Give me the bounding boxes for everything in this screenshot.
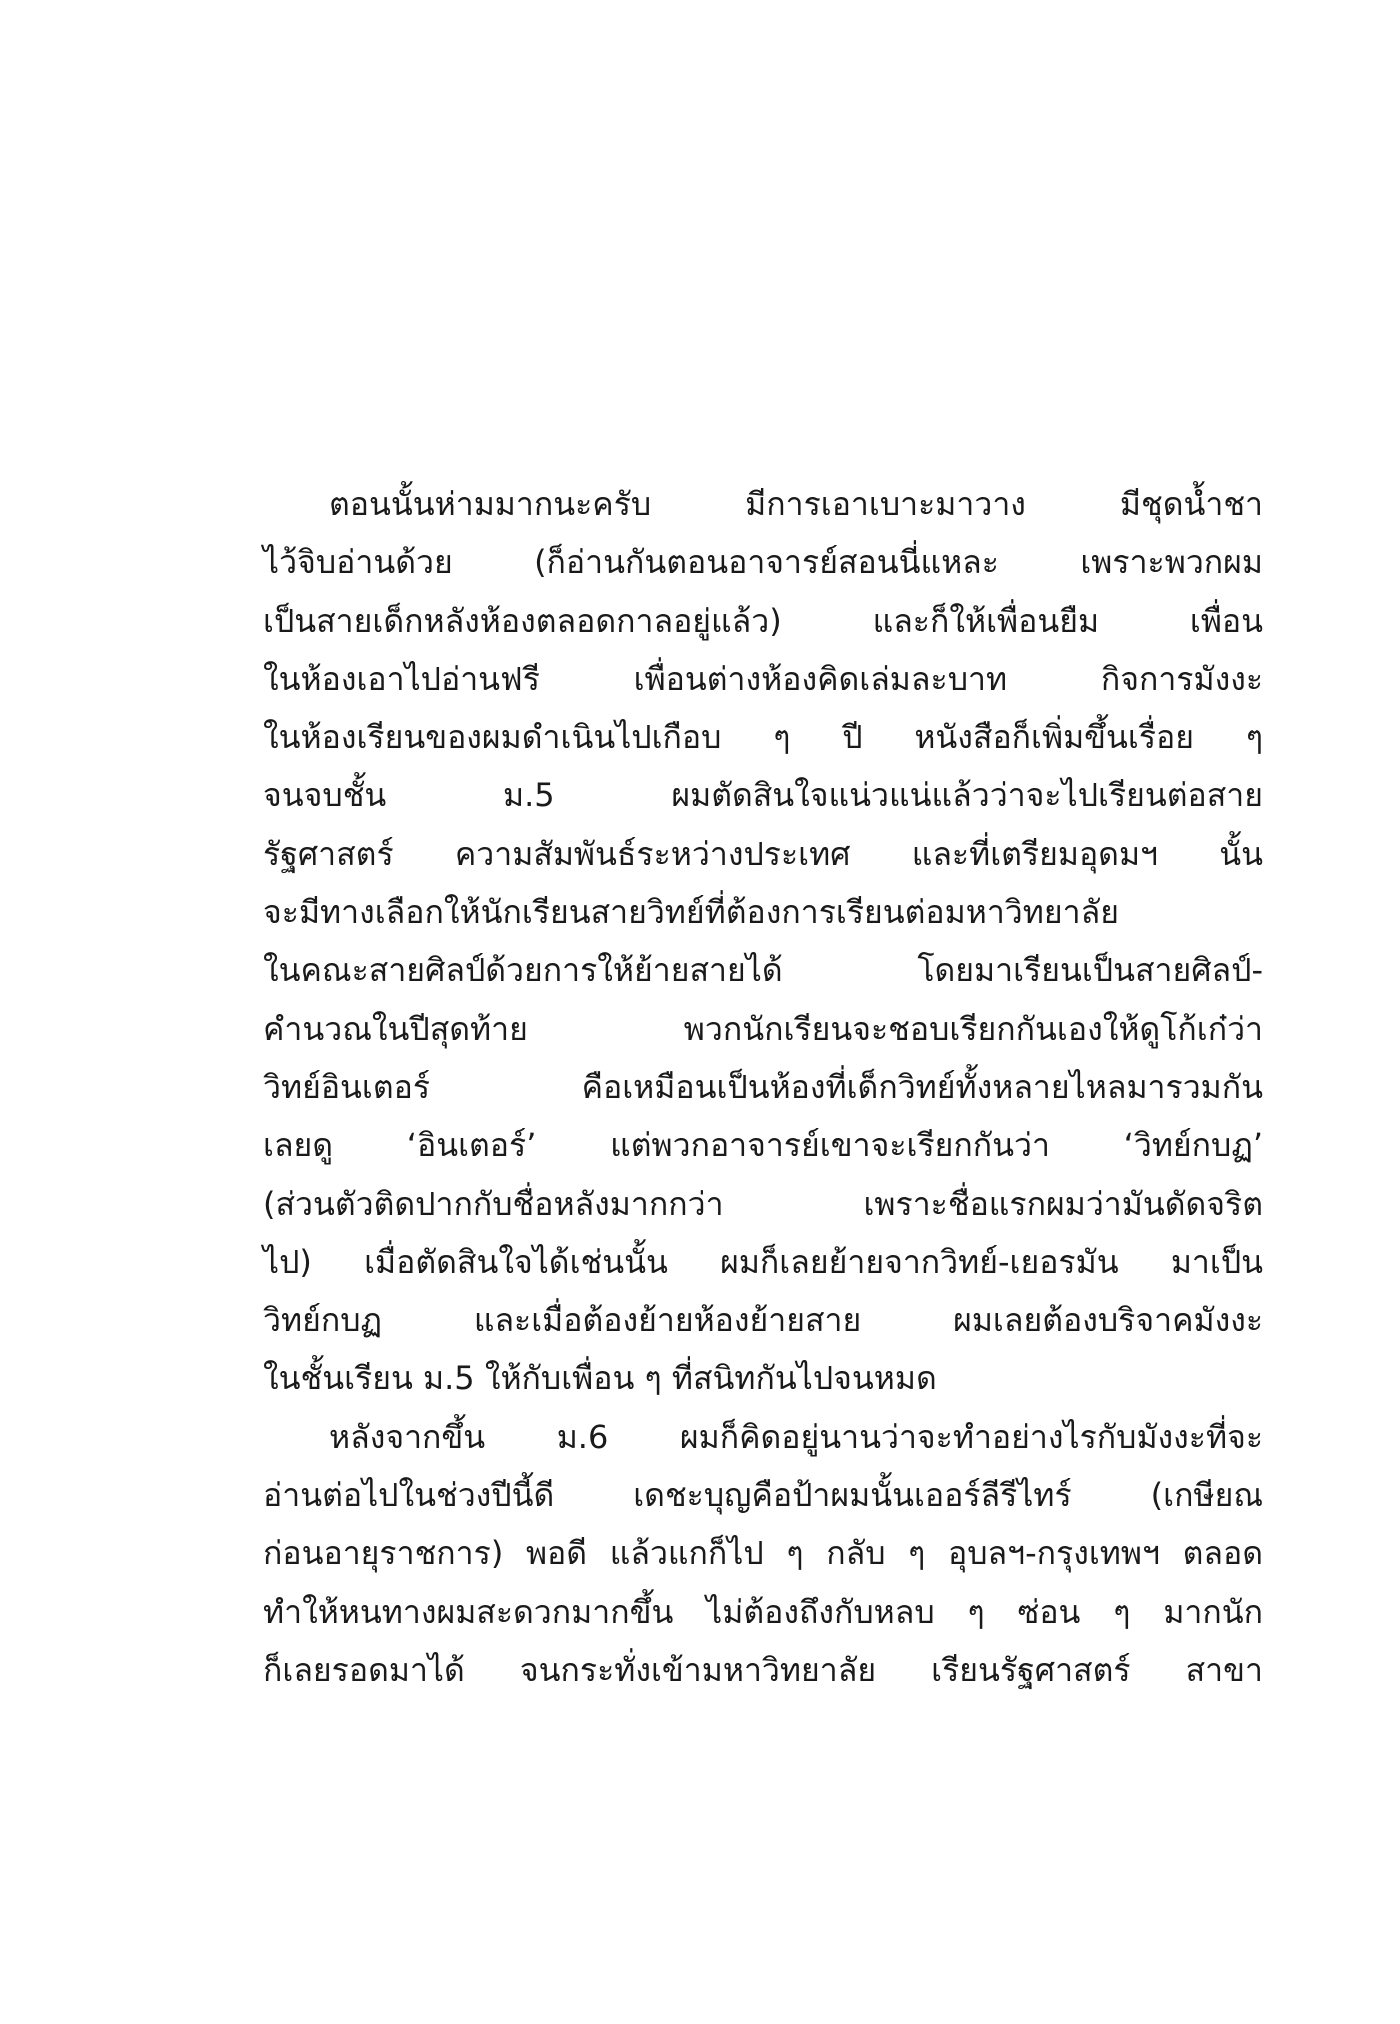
text-line: ก็เลยรอดมาได้ จนกระทั่งเข้ามหาวิทยาลัย เรียนรัฐศาสตร์ สาขา bbox=[263, 1650, 1263, 1689]
text-line: ในคณะสายศิลป์ด้วยการให้ย้ายสายได้ โดยมาเรียนเป็นสายศิลป์- bbox=[263, 951, 1263, 990]
text-line: ไป) เมื่อตัดสินใจได้เช่นนั้น ผมก็เลยย้ายจากวิทย์-เยอรมัน มาเป็น bbox=[263, 1242, 1263, 1281]
text-line: ในห้องเรียนของผมดำเนินไปเกือบ ๆ ปี หนังสือก็เพิ่มขึ้นเรื่อย ๆ bbox=[263, 718, 1263, 757]
text-line: ทำให้หนทางผมสะดวกมากขึ้น ไม่ต้องถึงกับหลบ ๆ ซ่อน ๆ มากนัก bbox=[263, 1592, 1263, 1631]
text-line: คำนวณในปีสุดท้าย พวกนักเรียนจะชอบเรียกกันเองให้ดูโก้เก๋ว่า bbox=[263, 1009, 1263, 1048]
text-line: เป็นสายเด็กหลังห้องตลอดกาลอยู่แล้ว) และก็ให้เพื่อนยืม เพื่อน bbox=[263, 601, 1263, 640]
text-line: ในห้องเอาไปอ่านฟรี เพื่อนต่างห้องคิดเล่มละบาท กิจการมังงะ bbox=[263, 659, 1263, 698]
text-line: อ่านต่อไปในช่วงปีนี้ดี เดชะบุญคือป้าผมนั้นเออร์ลีรีไทร์ (เกษียณ bbox=[263, 1476, 1263, 1515]
text-line: ก่อนอายุราชการ) พอดี แล้วแกก็ไป ๆ กลับ ๆ อุบลฯ-กรุงเทพฯ ตลอด bbox=[263, 1534, 1263, 1573]
text-line: ตอนนั้นห่ามมากนะครับ มีการเอาเบาะมาวาง มีชุดน้ำชา bbox=[329, 485, 1263, 523]
text-line: วิทย์อินเตอร์ คือเหมือนเป็นห้องที่เด็กวิทย์ทั้งหลายไหลมารวมกัน bbox=[263, 1067, 1263, 1106]
text-line: จะมีทางเลือกให้นักเรียนสายวิทย์ที่ต้องการเรียนต่อมหาวิทยาลัย bbox=[263, 893, 1119, 932]
text-line: (ส่วนตัวติดปากกับชื่อหลังมากกว่า เพราะชื่อแรกผมว่ามันดัดจริต bbox=[263, 1184, 1263, 1223]
body-text bbox=[263, 475, 1263, 1699]
text-line: ไว้จิบอ่านด้วย (ก็อ่านกันตอนอาจารย์สอนนี่แหละ เพราะพวกผม bbox=[263, 543, 1263, 582]
text-line: เลยดู ‘อินเตอร์’ แต่พวกอาจารย์เขาจะเรียกกันว่า ‘วิทย์กบฏ’ bbox=[263, 1126, 1263, 1165]
text-line: จนจบชั้น ม.5 ผมตัดสินใจแน่วแน่แล้วว่าจะไปเรียนต่อสาย bbox=[263, 776, 1263, 815]
text-line: หลังจากขึ้น ม.6 ผมก็คิดอยู่นานว่าจะทำอย่างไรกับมังงะที่จะ bbox=[329, 1417, 1263, 1456]
paragraph-2 bbox=[263, 1408, 1263, 1699]
text-line: รัฐศาสตร์ ความสัมพันธ์ระหว่างประเทศ และที่เตรียมอุดมฯ นั้น bbox=[263, 834, 1263, 873]
paragraph-1 bbox=[263, 475, 1263, 1408]
text-line: ในชั้นเรียน ม.5 ให้กับเพื่อน ๆ ที่สนิทกันไปจนหมด bbox=[263, 1359, 937, 1398]
text-line: วิทย์กบฏ และเมื่อต้องย้ายห้องย้ายสาย ผมเลยต้องบริจาคมังงะ bbox=[263, 1301, 1263, 1340]
